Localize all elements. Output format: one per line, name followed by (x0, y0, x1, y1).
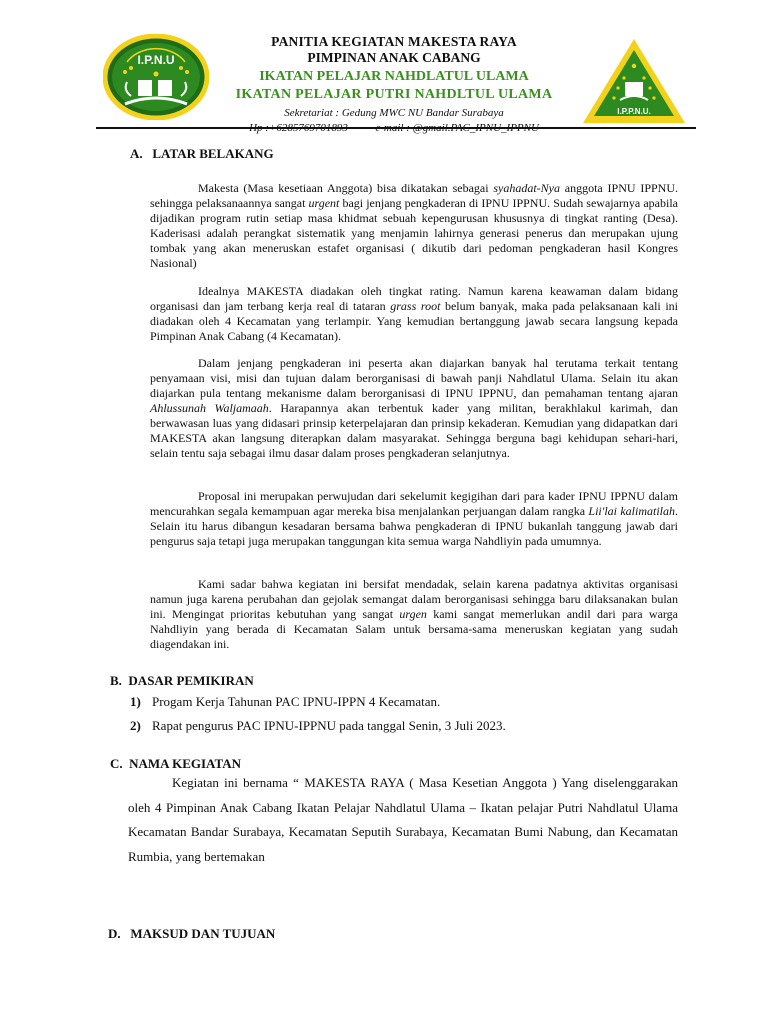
section-c-heading (110, 756, 241, 772)
letterhead-committee: PANITIA KEGIATAN MAKESTA RAYA (271, 34, 517, 49)
section-b-label: B. (110, 673, 122, 688)
paragraph-a3: Dalam jenjang pengkaderan ini peserta akan diajarkan banyak hal terutama terkait tentang penyamaan visi, misi dan tujuan dalam berorganisasi di bawah panji Nahdlatul Ulama. Selain itu akan diajarkan pula tentang mekanisme dalam berorganisasi di IPNU IPPNU, dan pemahaman tentang ajaran Ahlussunah Waljamaah. Harapannya akan terbentuk kader yang militan, berakhlakul karimah, dan berwawasan luas yang didasari prinsip keterpelajaran dan prinsip kekaderan. Kemudian yang didapatkan dari MAKESTA akan langsung diterapkan dalam masyarakat. Sehingga berguna bagi kehidupan sehari-hari, selain tentu saja sebagai ilmu dasar dalam proses pengkaderan selanjutnya. (150, 356, 678, 460)
letterhead-branch: PIMPINAN ANAK CABANG (307, 50, 481, 65)
section-c-title: NAMA KEGIATAN (129, 756, 241, 771)
paragraph-a1: Makesta (Masa kesetiaan Anggota) bisa dikatakan sebagai syahadat-Nya anggota IPNU IPPNU. sehingga pelaksanaannya sangat urgent bagi jenjang pengkaderan di IPNU IPPNU. Sudah sewajarnya apabila dijadikan program rutin setiap masa khidmat sebuah kepengurusan khususnya di tingkat ranting (Desa). Kaderisasi adalah perangkat sistematik yang menjamin lahirnya generasi penerus dan merupakan ujung tombak yang akan meneruskan estafet organisasi ( dikutib dari pedoman pengkaderan hasil Kongres Nasional) (150, 181, 678, 270)
paragraph-c: Kegiatan ini bernama “ MAKESTA RAYA ( Masa Kesetian Anggota ) Yang diselenggarakan oleh 4 Pimpinan Anak Cabang Ikatan Pelajar Nahdlatul Ulama – Ikatan pelajar Putri Nahdlatul Ulama Kecamatan Bandar Surabaya, Kecamatan Seputih Surabaya, Kecamatan Bumi Nabung, dan Kecamatan Rumbia, yang bertemakan (128, 775, 678, 864)
section-d-label: D. (108, 926, 121, 941)
section-d-heading (108, 926, 275, 942)
section-b-heading (110, 673, 254, 689)
letterhead (216, 34, 572, 135)
ipnu-logo-text: I.P.N.U (137, 53, 175, 67)
list-item: 1) Progam Kerja Tahunan PAC IPNU-IPPN 4 Kecamatan. (130, 694, 441, 709)
ippnu-logo (580, 36, 688, 126)
paragraph-a2: Idealnya MAKESTA diadakan oleh tingkat rating. Namun karena keawaman dalam bidang organisasi dan jam terbang kerja real di tataran grass root belum banyak, maka pada pelaksanaan kali ini diadakan oleh 4 Kecamatan yang terlampir. Yang kemudian bertanggung jawab secara langsung kepada Pimpinan Anak Cabang (4 Kecamatan). (150, 284, 678, 343)
letterhead-ippnu: IKATAN PELAJAR PUTRI NAHDLTUL ULAMA (235, 87, 553, 102)
paragraph-a4: Proposal ini merupakan perwujudan dari sekelumit kegigihan dari para kader IPNU IPPNU dalam mencurahkan segala kemampuan agar mereka bisa menjalankan perjuangan dalam rangka Lii'lai kalimatilah. Selain itu harus dibangun kesadaran bersama bahwa pengkaderan di IPNU bukanlah tanggung jawab dari pengurus saja tetapi juga merupakan tanggungan kita semua warga Nahdliyin pada umumnya. (150, 489, 678, 548)
letterhead-secretariat: Sekretariat : Gedung MWC NU Bandar Surabaya (284, 107, 504, 119)
section-c-label: C. (110, 756, 123, 771)
letterhead-ipnu: IKATAN PELAJAR NAHDLATUL ULAMA (259, 69, 529, 84)
section-a-heading (130, 146, 274, 162)
section-b-list (130, 693, 506, 741)
section-a-title: LATAR BELAKANG (152, 146, 274, 161)
list-item: 2) Rapat pengurus PAC IPNU-IPPNU pada tanggal Senin, 3 Juli 2023. (130, 718, 506, 733)
section-b-title: DASAR PEMIKIRAN (128, 673, 254, 688)
paragraph-a5: Kami sadar bahwa kegiatan ini bersifat mendadak, selain karena padatnya aktivitas organisasi namun juga karena perubahan dan gejolak semangat dalam berorganisasi sehingga baru dilaksanakan bulan ini. Mengingat prioritas kebutuhan yang sangat urgen kami sangat memerlukan andil dari para warga Nahdliyin yang berada di Kecamatan Salam untuk bersama-sama meneruskan kegiatan yang sudah diagendakan ini. (150, 577, 678, 651)
ipnu-logo (103, 34, 209, 120)
section-d-title: MAKSUD DAN TUJUAN (130, 926, 276, 941)
letterhead-divider (96, 127, 696, 129)
ippnu-logo-text: I.P.P.N.U. (617, 107, 651, 116)
section-a-label: A. (130, 146, 143, 161)
